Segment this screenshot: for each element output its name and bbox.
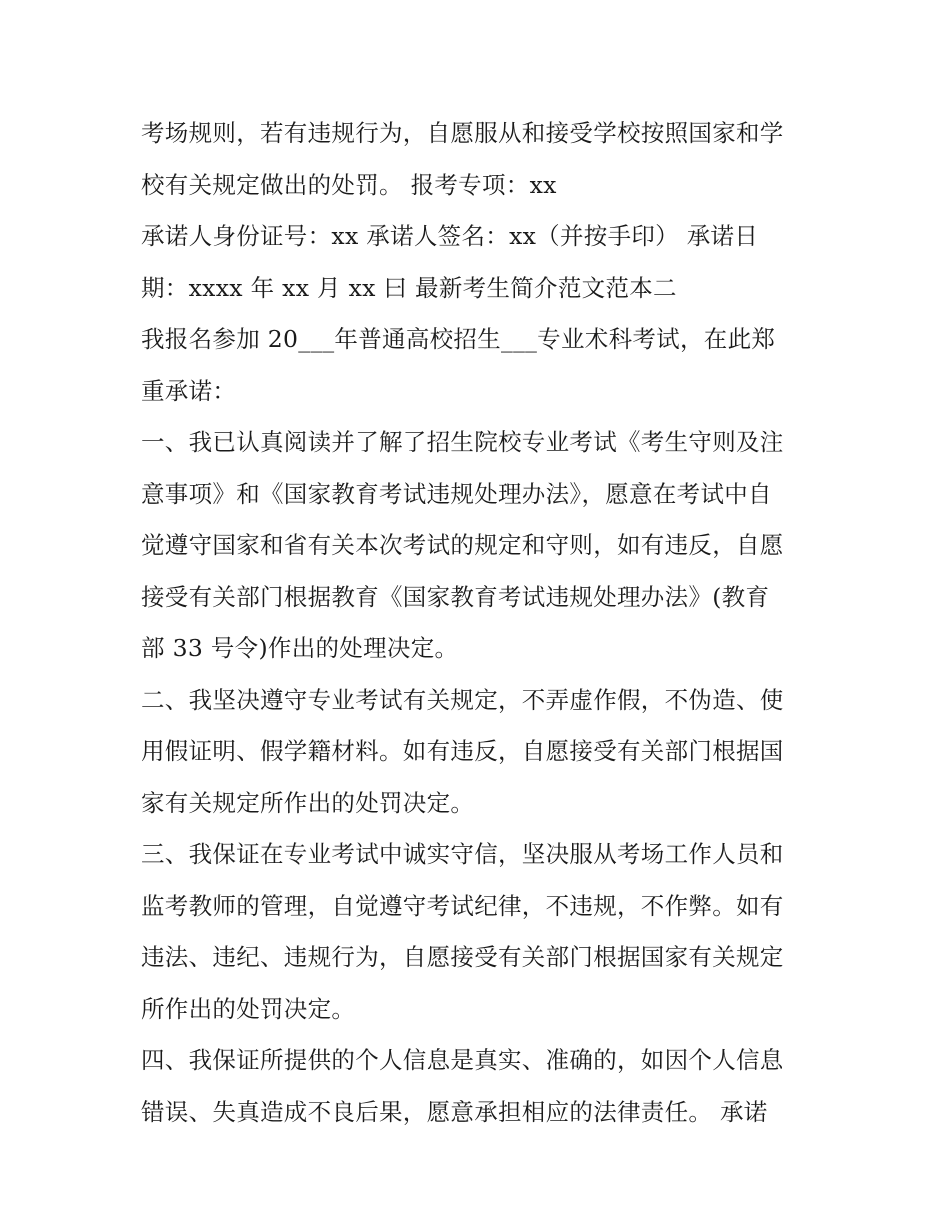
text-line: 家有关规定所作出的处罚决定。	[141, 788, 475, 817]
text-line: 四、我保证所提供的个人信息是真实、准确的，如因个人信息	[141, 1046, 784, 1074]
text-line: 监考教师的管理，自觉遵守考试纪律，不违规，不作弊。如有	[141, 891, 784, 920]
text-line: 我报名参加 20___年普通高校招生___专业术科考试，在此郑	[141, 325, 776, 353]
text-line: 三、我保证在专业考试中诚实守信，坚决服从考场工作人员和	[141, 840, 784, 868]
text-line: 违法、违纪、违规行为，自愿接受有关部门根据国家有关规定	[141, 943, 784, 971]
text-line: 期：xxxx 年 xx 月 xx 曰 最新考生简介范文范本二	[141, 273, 677, 302]
text-line: 所作出的处罚决定。	[141, 994, 356, 1023]
text-line: 校有关规定做出的处罚。 报考专项：xx	[141, 170, 557, 199]
text-line: 用假证明、假学籍材料。如有违反，自愿接受有关部门根据国	[141, 737, 784, 765]
text-line: 重承诺：	[141, 376, 237, 405]
text-line: 觉遵守国家和省有关本次考试的规定和守则，如有违反，自愿	[141, 531, 784, 559]
text-line: 意事项》和《国家教育考试违规处理办法》，愿意在考试中自	[141, 479, 772, 508]
text-line: 二、我坚决遵守专业考试有关规定，不弄虚作假，不伪造、使	[141, 685, 784, 714]
text-line: 接受有关部门根据教育《国家教育考试违规处理办法》(教育	[141, 582, 770, 611]
text-line: 承诺人身份证号：xx 承诺人签名：xx（并按手印） 承诺日	[141, 222, 759, 250]
text-line: 错误、失真造成不良后果，愿意承担相应的法律责任。 承诺	[141, 1097, 768, 1126]
text-line: 一、我已认真阅读并了解了招生院校专业考试《考生守则及注	[141, 428, 784, 456]
text-line: 部 33 号令)作出的处理决定。	[141, 634, 459, 662]
text-line: 考场规则，若有违规行为，自愿服从和接受学校按照国家和学	[141, 119, 784, 147]
document-body	[141, 108, 821, 1138]
